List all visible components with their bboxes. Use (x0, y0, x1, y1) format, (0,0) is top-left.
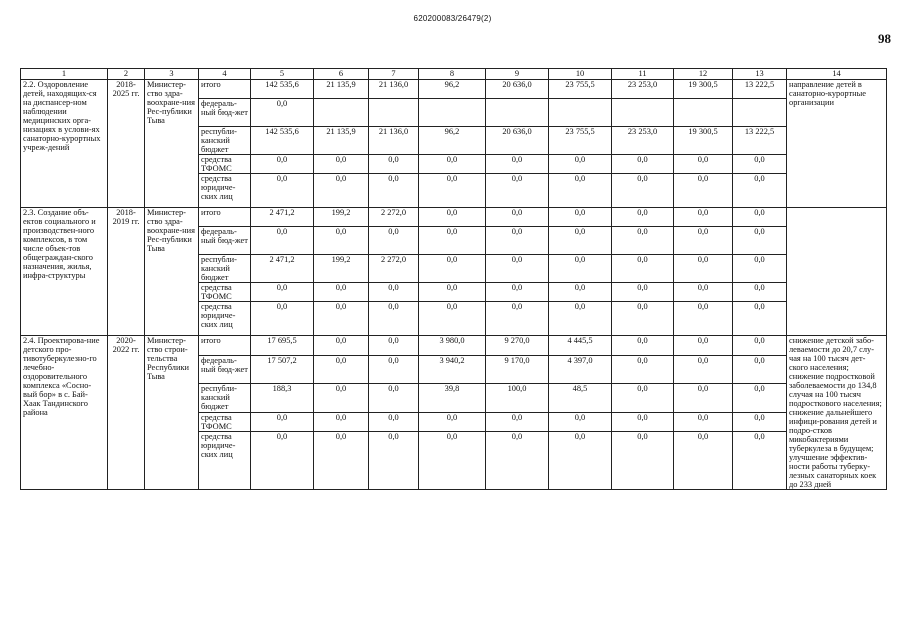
value-cell: 17 507,2 (251, 355, 314, 384)
value-cell: 0,0 (251, 302, 314, 336)
value-cell: 0,0 (486, 208, 549, 227)
value-cell: 2 471,2 (251, 255, 314, 283)
executor-cell: Министер-ство строи-тельства Республики Тыва (145, 336, 199, 490)
value-cell: 13 222,5 (733, 80, 787, 99)
value-cell: 0,0 (549, 283, 612, 302)
value-cell: 0,0 (549, 432, 612, 490)
funding-source-cell: республи-канский бюджет (199, 127, 251, 155)
value-cell: 0,0 (251, 432, 314, 490)
value-cell (314, 99, 369, 127)
value-cell: 0,0 (612, 208, 674, 227)
value-cell (369, 99, 419, 127)
value-cell: 0,0 (251, 99, 314, 127)
value-cell: 21 135,9 (314, 127, 369, 155)
value-cell: 0,0 (486, 227, 549, 255)
column-header: 9 (486, 69, 549, 80)
value-cell: 100,0 (486, 384, 549, 413)
value-cell: 0,0 (251, 155, 314, 174)
column-header: 14 (787, 69, 887, 80)
value-cell: 48,5 (549, 384, 612, 413)
funding-source-cell: средства юридиче-ских лиц (199, 174, 251, 208)
value-cell: 0,0 (314, 155, 369, 174)
value-cell: 19 300,5 (674, 80, 733, 99)
funding-source-cell: средства ТФОМС (199, 155, 251, 174)
value-cell: 23 755,5 (549, 80, 612, 99)
value-cell: 2 471,2 (251, 208, 314, 227)
value-cell: 0,0 (733, 255, 787, 283)
column-header: 10 (549, 69, 612, 80)
value-cell: 23 253,0 (612, 127, 674, 155)
value-cell: 0,0 (251, 283, 314, 302)
budget-table (20, 68, 887, 490)
value-cell: 0,0 (612, 384, 674, 413)
column-header: 12 (674, 69, 733, 80)
column-header: 4 (199, 69, 251, 80)
value-cell: 199,2 (314, 208, 369, 227)
value-cell: 0,0 (674, 384, 733, 413)
funding-source-cell: средства ТФОМС (199, 412, 251, 432)
executor-cell: Министер-ство здра-воохране-ния Рес-публики Тыва (145, 208, 199, 336)
value-cell (419, 99, 486, 127)
value-cell: 142 535,6 (251, 80, 314, 99)
value-cell: 0,0 (674, 227, 733, 255)
value-cell: 0,0 (314, 384, 369, 413)
value-cell: 0,0 (419, 255, 486, 283)
value-cell: 0,0 (674, 255, 733, 283)
table-row (21, 208, 887, 227)
value-cell: 0,0 (674, 432, 733, 490)
value-cell: 13 222,5 (733, 127, 787, 155)
value-cell: 0,0 (419, 302, 486, 336)
value-cell: 0,0 (733, 432, 787, 490)
value-cell: 0,0 (733, 412, 787, 432)
value-cell: 0,0 (733, 355, 787, 384)
value-cell: 0,0 (733, 302, 787, 336)
value-cell: 9 270,0 (486, 336, 549, 356)
value-cell: 0,0 (369, 432, 419, 490)
value-cell: 0,0 (612, 155, 674, 174)
page-number: 98 (878, 31, 891, 46)
value-cell: 0,0 (733, 336, 787, 356)
value-cell: 0,0 (314, 336, 369, 356)
funding-source-cell: средства юридиче-ских лиц (199, 302, 251, 336)
value-cell: 0,0 (314, 227, 369, 255)
value-cell: 0,0 (612, 432, 674, 490)
table-row (21, 80, 887, 99)
period-cell: 2018-2019 гг. (108, 208, 145, 336)
value-cell (549, 99, 612, 127)
funding-source-cell: средства ТФОМС (199, 283, 251, 302)
value-cell: 0,0 (314, 412, 369, 432)
value-cell: 0,0 (733, 174, 787, 208)
value-cell: 0,0 (369, 302, 419, 336)
value-cell: 0,0 (612, 227, 674, 255)
value-cell: 0,0 (314, 174, 369, 208)
value-cell: 39,8 (419, 384, 486, 413)
value-cell: 0,0 (612, 355, 674, 384)
funding-source-cell: итого (199, 336, 251, 356)
value-cell: 0,0 (369, 412, 419, 432)
value-cell: 0,0 (733, 227, 787, 255)
measure-cell: 2.4. Проектирова-ние детского про-тивотуберкулезно-го лечебно-оздоровительного комплекса «Сосно-вый бор» в с. Бай-Хаак Тандинского района (21, 336, 108, 490)
value-cell: 4 445,5 (549, 336, 612, 356)
value-cell: 3 980,0 (419, 336, 486, 356)
funding-source-cell: республи-канский бюджет (199, 384, 251, 413)
value-cell: 0,0 (674, 155, 733, 174)
column-header: 13 (733, 69, 787, 80)
funding-source-cell: итого (199, 208, 251, 227)
result-cell: направление детей в санаторно-курортные организации (787, 80, 887, 208)
funding-source-cell: итого (199, 80, 251, 99)
document-id: 620200083/26479(2) (413, 14, 492, 23)
value-cell: 0,0 (674, 208, 733, 227)
value-cell: 0,0 (251, 227, 314, 255)
value-cell: 20 636,0 (486, 127, 549, 155)
result-cell (787, 208, 887, 336)
value-cell: 0,0 (674, 174, 733, 208)
value-cell: 4 397,0 (549, 355, 612, 384)
value-cell: 9 170,0 (486, 355, 549, 384)
value-cell (612, 99, 674, 127)
value-cell: 21 135,9 (314, 80, 369, 99)
value-cell: 0,0 (549, 208, 612, 227)
value-cell: 0,0 (549, 227, 612, 255)
value-cell: 0,0 (733, 283, 787, 302)
column-header: 7 (369, 69, 419, 80)
value-cell: 0,0 (251, 412, 314, 432)
value-cell: 2 272,0 (369, 255, 419, 283)
value-cell: 21 136,0 (369, 127, 419, 155)
value-cell: 23 253,0 (612, 80, 674, 99)
value-cell: 0,0 (486, 155, 549, 174)
value-cell: 0,0 (419, 432, 486, 490)
value-cell: 0,0 (369, 155, 419, 174)
column-header: 8 (419, 69, 486, 80)
value-cell: 0,0 (549, 155, 612, 174)
value-cell: 96,2 (419, 80, 486, 99)
period-cell: 2018-2025 гг. (108, 80, 145, 208)
value-cell: 0,0 (612, 174, 674, 208)
funding-source-cell: федераль-ный бюд-жет (199, 355, 251, 384)
value-cell: 0,0 (419, 208, 486, 227)
value-cell: 0,0 (674, 412, 733, 432)
column-header: 1 (21, 69, 108, 80)
value-cell: 0,0 (369, 283, 419, 302)
funding-source-cell: федераль-ный бюд-жет (199, 227, 251, 255)
value-cell: 0,0 (314, 283, 369, 302)
value-cell: 0,0 (549, 412, 612, 432)
column-header: 6 (314, 69, 369, 80)
value-cell (733, 99, 787, 127)
value-cell: 19 300,5 (674, 127, 733, 155)
value-cell: 0,0 (251, 174, 314, 208)
value-cell: 199,2 (314, 255, 369, 283)
value-cell: 0,0 (549, 255, 612, 283)
value-cell: 0,0 (733, 384, 787, 413)
column-header: 11 (612, 69, 674, 80)
value-cell: 188,3 (251, 384, 314, 413)
value-cell: 0,0 (674, 336, 733, 356)
value-cell: 0,0 (486, 302, 549, 336)
value-cell: 0,0 (549, 174, 612, 208)
value-cell: 0,0 (419, 283, 486, 302)
value-cell: 0,0 (369, 227, 419, 255)
column-header-row (21, 69, 887, 80)
measure-cell: 2.2. Оздоровление детей, находящих-ся на диспансер-ном наблюдении медицинских орга-низациях в услови-ях санаторно-курортных учреж-дений (21, 80, 108, 208)
executor-cell: Министер-ство здра-воохране-ния Рес-публики Тыва (145, 80, 199, 208)
value-cell: 0,0 (419, 412, 486, 432)
value-cell: 0,0 (419, 227, 486, 255)
value-cell: 0,0 (612, 255, 674, 283)
value-cell: 21 136,0 (369, 80, 419, 99)
value-cell: 0,0 (369, 355, 419, 384)
value-cell: 0,0 (369, 174, 419, 208)
value-cell: 0,0 (314, 432, 369, 490)
value-cell: 0,0 (612, 412, 674, 432)
value-cell: 142 535,6 (251, 127, 314, 155)
value-cell: 0,0 (612, 336, 674, 356)
period-cell: 2020-2022 гг. (108, 336, 145, 490)
column-header: 2 (108, 69, 145, 80)
funding-source-cell: республи-канский бюджет (199, 255, 251, 283)
value-cell: 3 940,2 (419, 355, 486, 384)
value-cell: 0,0 (486, 174, 549, 208)
value-cell: 2 272,0 (369, 208, 419, 227)
value-cell (486, 99, 549, 127)
value-cell (674, 99, 733, 127)
value-cell: 0,0 (612, 283, 674, 302)
table-row (21, 336, 887, 356)
value-cell: 23 755,5 (549, 127, 612, 155)
value-cell: 0,0 (419, 174, 486, 208)
funding-source-cell: средства юридиче-ских лиц (199, 432, 251, 490)
value-cell: 0,0 (486, 283, 549, 302)
value-cell: 0,0 (674, 302, 733, 336)
value-cell: 0,0 (486, 432, 549, 490)
value-cell: 0,0 (314, 302, 369, 336)
value-cell: 0,0 (674, 355, 733, 384)
value-cell: 0,0 (733, 208, 787, 227)
value-cell: 0,0 (369, 336, 419, 356)
value-cell: 0,0 (733, 155, 787, 174)
value-cell: 0,0 (549, 302, 612, 336)
value-cell: 96,2 (419, 127, 486, 155)
column-header: 5 (251, 69, 314, 80)
value-cell: 0,0 (612, 302, 674, 336)
value-cell: 0,0 (486, 255, 549, 283)
measure-cell: 2.3. Создание объ-ектов социального и производствен-ного комплексов, в том числе объек-тов общеграждан-ского назначения, жилья, инфра-структуры (21, 208, 108, 336)
value-cell: 0,0 (674, 283, 733, 302)
value-cell: 0,0 (314, 355, 369, 384)
value-cell: 0,0 (369, 384, 419, 413)
value-cell: 17 695,5 (251, 336, 314, 356)
value-cell: 0,0 (486, 412, 549, 432)
value-cell: 0,0 (419, 155, 486, 174)
value-cell: 20 636,0 (486, 80, 549, 99)
result-cell: снижение детской забо-леваемости до 20,7 слу-чая на 100 тысяч дет-ского населения; снижение подростковой заболеваемости до 134,8 случая на 100 тысяч подросткового населения; снижение дальнейшего инфици-рования детей и подро-стков микобактериями туберкулеза в будущем; улучшение эффектив-ности работы туберку-лезных санаторных коек до 233 дней (787, 336, 887, 490)
column-header: 3 (145, 69, 199, 80)
funding-source-cell: федераль-ный бюд-жет (199, 99, 251, 127)
